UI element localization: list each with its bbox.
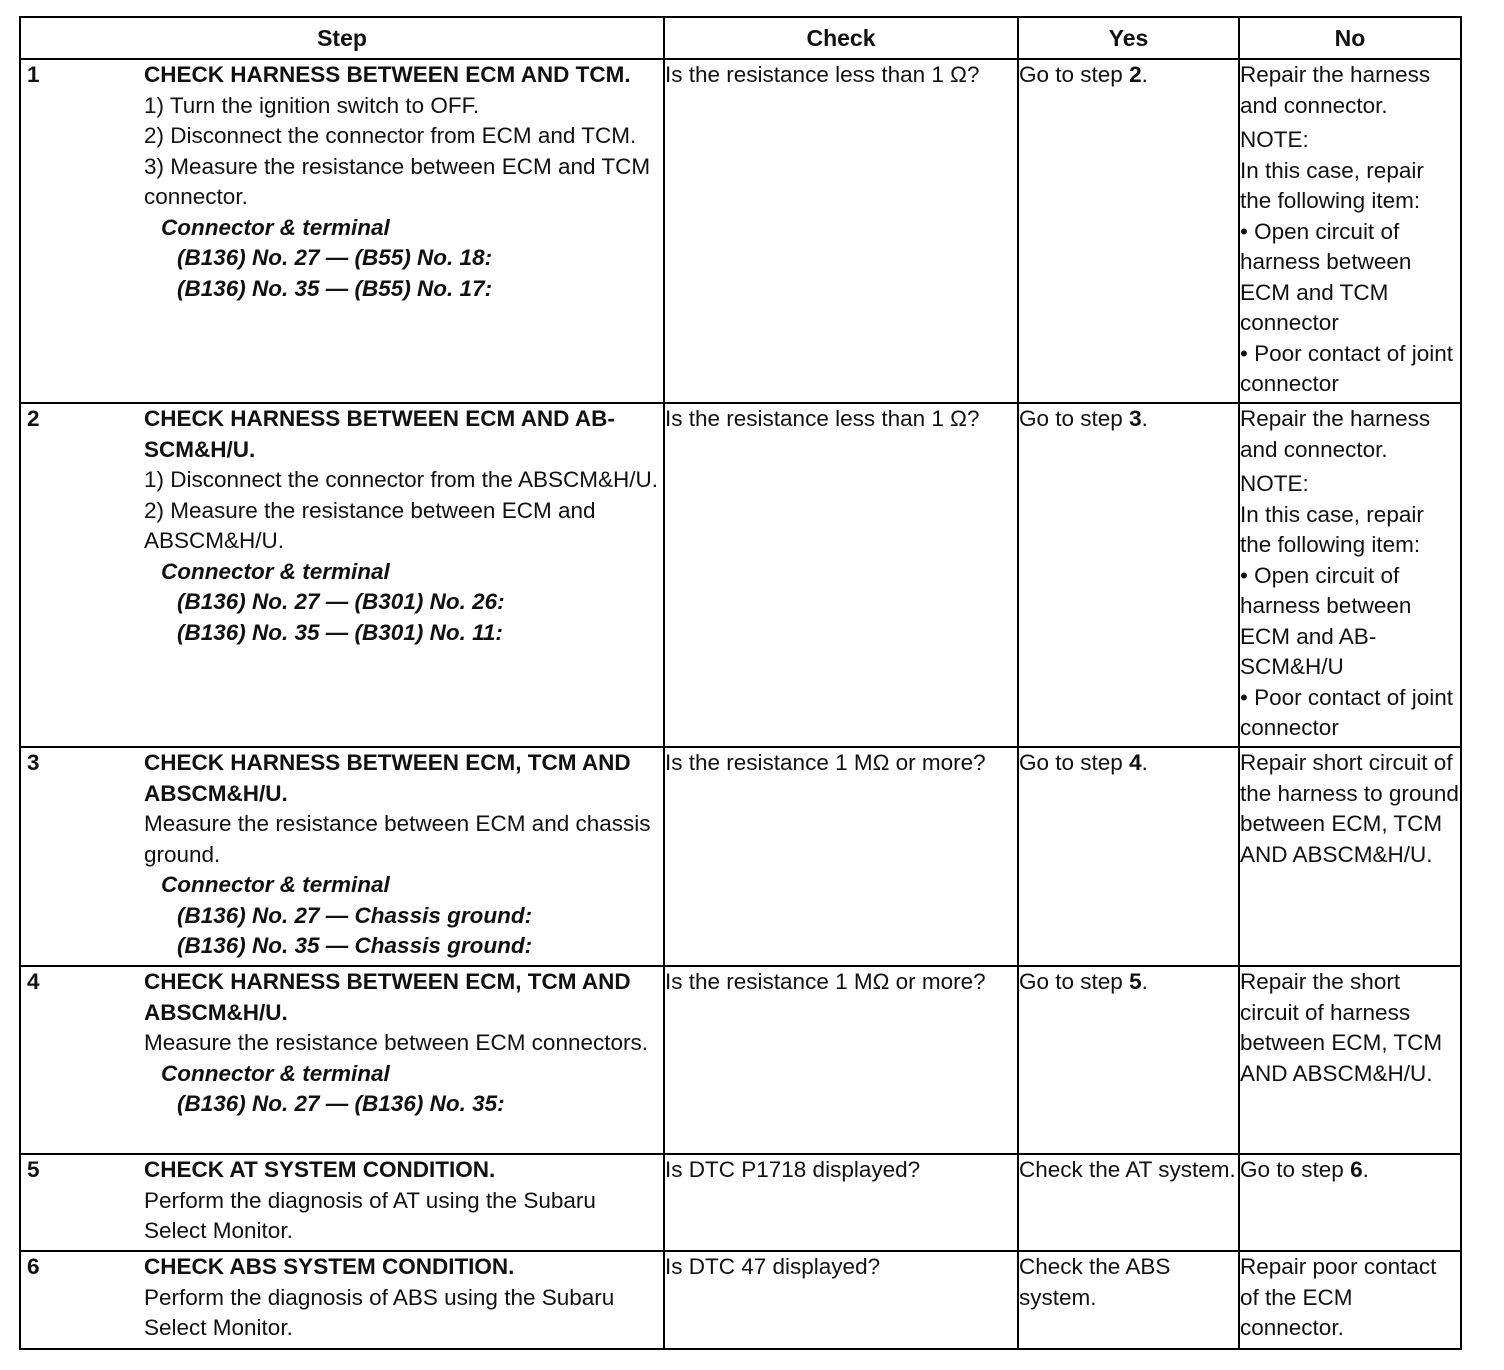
header-check: Check <box>664 17 1018 59</box>
yes-suffix: . <box>1141 969 1148 994</box>
yes-suffix: . <box>1141 750 1148 775</box>
no-cell: Repair short circuit of the harness to ground between ECM, TCM AND ABSCM&H/U. <box>1239 747 1461 966</box>
no-text: Go to step <box>1240 1157 1351 1182</box>
connector-terminal-label: Connector & terminal <box>161 1060 390 1086</box>
table-row <box>20 59 1461 403</box>
terminal-spec: (B136) No. 27 — (B301) No. 26: <box>177 589 505 614</box>
note-bullet: • Poor contact of joint connector <box>1240 683 1460 744</box>
yes-suffix: . <box>1141 62 1148 87</box>
step-title: CHECK HARNESS BETWEEN ECM, TCM AND ABSCM&H/U. <box>144 969 631 1025</box>
header-yes: Yes <box>1018 17 1239 59</box>
terminal-spec: (B136) No. 27 — (B55) No. 18: <box>177 245 493 270</box>
step-number: 5 <box>27 1157 40 1182</box>
step-instruction: Measure the resistance between ECM connectors. <box>144 1030 648 1055</box>
goto-step-link[interactable]: 4 <box>1129 750 1142 775</box>
no-main-text: Repair the harness and connector. <box>1240 62 1431 118</box>
yes-suffix: . <box>1141 406 1148 431</box>
check-cell: Is the resistance 1 MΩ or more? <box>664 747 1018 966</box>
step-cell <box>20 403 664 747</box>
yes-cell <box>1018 59 1239 403</box>
step-instruction: 2) Measure the resistance between ECM and ABSCM&H/U. <box>144 497 596 553</box>
step-title: CHECK AT SYSTEM CONDITION. <box>144 1157 496 1182</box>
step-cell <box>20 1251 664 1349</box>
no-cell: Repair the short circuit of harness between ECM, TCM AND ABSCM&H/U. <box>1239 966 1461 1154</box>
note-label: NOTE: <box>1240 471 1309 496</box>
note-text: In this case, repair the following item: <box>1240 157 1424 213</box>
step-instruction: 1) Disconnect the connector from the ABSCM&H/U. <box>144 467 658 492</box>
step-instruction: Measure the resistance between ECM and chassis ground. <box>144 811 651 867</box>
step-number: 4 <box>27 969 40 994</box>
terminal-spec: (B136) No. 35 — Chassis ground: <box>177 933 533 958</box>
step-cell <box>20 59 664 403</box>
goto-step-link[interactable]: 3 <box>1129 406 1142 431</box>
step-cell <box>20 1154 664 1251</box>
no-main-text: Repair the harness and connector. <box>1240 406 1431 462</box>
check-cell: Is the resistance 1 MΩ or more? <box>664 966 1018 1154</box>
yes-cell: Check the AT system. <box>1018 1154 1239 1251</box>
note-label: NOTE: <box>1240 127 1309 152</box>
check-cell: Is DTC P1718 displayed? <box>664 1154 1018 1251</box>
check-cell: Is DTC 47 displayed? <box>664 1251 1018 1349</box>
terminal-spec: (B136) No. 35 — (B301) No. 11: <box>177 619 503 645</box>
step-title: CHECK HARNESS BETWEEN ECM AND TCM. <box>144 62 631 87</box>
yes-cell: Check the ABS system. <box>1018 1251 1239 1349</box>
header-row <box>20 17 1461 59</box>
terminal-spec: (B136) No. 27 — (B136) No. 35: <box>177 1091 505 1116</box>
step-number: 3 <box>27 750 40 775</box>
step-number: 6 <box>27 1254 40 1279</box>
yes-cell <box>1018 747 1239 966</box>
terminal-spec: (B136) No. 35 — (B55) No. 17: <box>177 275 493 301</box>
table-row <box>20 1251 1461 1349</box>
note-text: In this case, repair the following item: <box>1240 501 1424 557</box>
table-row <box>20 747 1461 966</box>
header-no: No <box>1239 17 1461 59</box>
no-cell <box>1239 403 1461 747</box>
step-cell <box>20 966 664 1154</box>
yes-cell <box>1018 403 1239 747</box>
table-row <box>20 1154 1461 1251</box>
step-instruction: 1) Turn the ignition switch to OFF. <box>144 92 480 118</box>
connector-terminal-label: Connector & terminal <box>161 558 390 584</box>
step-instruction: Perform the diagnosis of ABS using the Subaru Select Monitor. <box>144 1284 615 1340</box>
no-cell <box>1239 1154 1461 1251</box>
step-number: 1 <box>27 62 40 87</box>
goto-step-link[interactable]: 2 <box>1129 62 1142 87</box>
no-cell: Repair poor contact of the ECM connector. <box>1239 1251 1461 1349</box>
yes-text: Go to step <box>1019 406 1130 431</box>
note-bullet: • Poor contact of joint connector <box>1240 339 1460 400</box>
yes-text: Go to step <box>1019 62 1130 87</box>
diagnostic-table <box>19 16 1462 1350</box>
step-instruction: Perform the diagnosis of AT using the Subaru Select Monitor. <box>144 1187 596 1243</box>
header-step: Step <box>20 17 664 59</box>
yes-text: Go to step <box>1019 969 1130 994</box>
table-row <box>20 966 1461 1154</box>
connector-terminal-label: Connector & terminal <box>161 872 390 897</box>
step-instruction: 2) Disconnect the connector from ECM and TCM. <box>144 123 637 148</box>
no-cell <box>1239 59 1461 403</box>
connector-terminal-label: Connector & terminal <box>161 214 390 240</box>
step-title: CHECK HARNESS BETWEEN ECM, TCM AND ABSCM&H/U. <box>144 750 631 806</box>
check-cell: Is the resistance less than 1 Ω? <box>664 403 1018 747</box>
step-instruction: 3) Measure the resistance between ECM and TCM connector. <box>144 153 651 209</box>
goto-step-link[interactable]: 6 <box>1350 1157 1363 1182</box>
note-bullet: • Open circuit of harness between ECM and TCM connector <box>1240 217 1460 339</box>
goto-step-link[interactable]: 5 <box>1129 969 1142 994</box>
no-suffix: . <box>1362 1157 1369 1182</box>
terminal-spec: (B136) No. 27 — Chassis ground: <box>177 902 533 928</box>
step-title: CHECK ABS SYSTEM CONDITION. <box>144 1254 515 1279</box>
check-cell: Is the resistance less than 1 Ω? <box>664 59 1018 403</box>
step-title: CHECK HARNESS BETWEEN ECM AND AB-SCM&H/U. <box>144 406 615 462</box>
note-bullet: • Open circuit of harness between ECM and AB-SCM&H/U <box>1240 561 1460 683</box>
step-cell <box>20 747 664 966</box>
table-row <box>20 403 1461 747</box>
yes-cell <box>1018 966 1239 1154</box>
step-number: 2 <box>27 406 40 431</box>
yes-text: Go to step <box>1019 750 1130 775</box>
